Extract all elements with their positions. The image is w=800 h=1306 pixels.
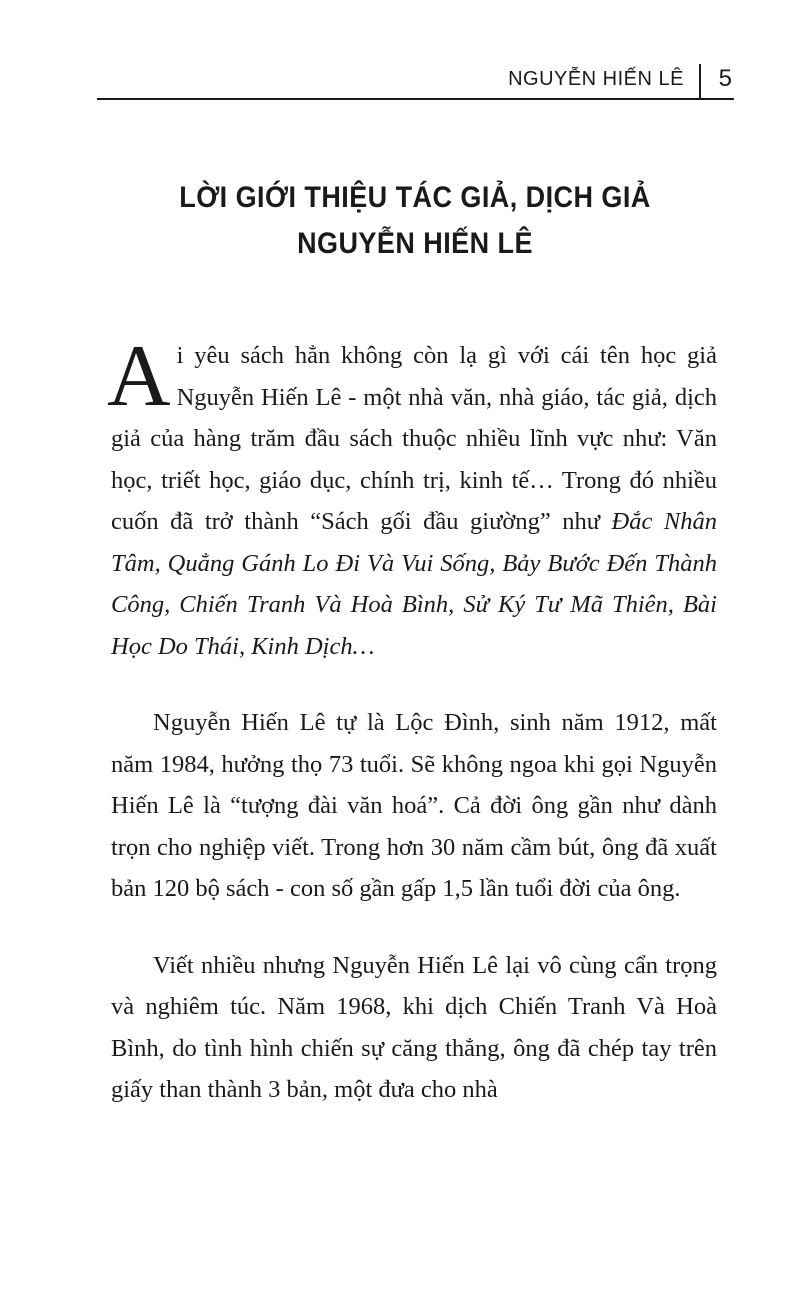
- page-number: 5: [718, 65, 732, 92]
- header-separator: [699, 64, 701, 98]
- header-author: NGUYỄN HIẾN LÊ: [508, 68, 684, 90]
- chapter-title-line-2: NGUYỄN HIẾN LÊ: [297, 227, 533, 260]
- running-header: [97, 62, 734, 100]
- paragraph-3: Viết nhiều nhưng Nguyễn Hiến Lê lại vô cùng cẩn trọng và nghiêm túc. Năm 1968, khi dịch Chiến Tranh Và Hoà Bình, do tình hình chiến sự căng thẳng, ông đã chép tay trên giấy than thành 3 bản, một đưa cho nhà: [111, 951, 717, 1103]
- body-text: [107, 328, 717, 1146]
- paragraph-2: Nguyễn Hiến Lê tự là Lộc Đình, sinh năm 1912, mất năm 1984, hưởng thọ 73 tuổi. Sẽ không ngoa khi gọi Nguyễn Hiến Lê là “tượng đài văn hoá”. Cả đời ông gần như dành trọn cho nghiệp viết. Trong hơn 30 năm cầm bút, ông đã xuất bản 120 bộ sách - con số gần gấp 1,5 lần tuổi đời của ông.: [111, 709, 717, 902]
- paragraph-1: [107, 328, 717, 667]
- drop-cap: A: [107, 328, 171, 425]
- chapter-title-line-1: LỜI GIỚI THIỆU TÁC GIẢ, DỊCH GIẢ: [179, 181, 651, 214]
- paragraph-1-text: i yêu sách hẳn không còn lạ gì với cái tên học giả Nguyễn Hiến Lê - một nhà văn, nhà giáo, tác giả, dịch giả của hàng trăm đầu sách thuộc nhiều lĩnh vực như: Văn học, triết học, giáo dục, chính trị, kinh tế… Trong đó nhiều cuốn đã trở thành “Sách gối đầu giường” như: [111, 342, 717, 535]
- chapter-title: [42, 175, 789, 267]
- book-titles: Đắc Nhân Tâm, Quẳng Gánh Lo Đi Và Vui Sống, Bảy Bước Đến Thành Công, Chiến Tranh Và Hoà Bình, Sử Ký Tư Mã Thiên, Bài Học Do Thái, Kinh Dịch…: [111, 508, 717, 660]
